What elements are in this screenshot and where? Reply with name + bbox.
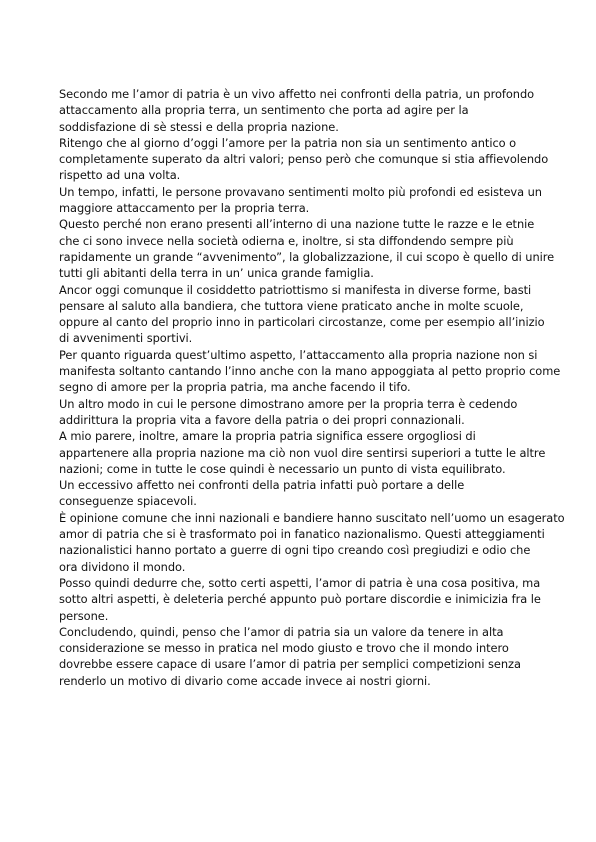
text-line: Ritengo che al giorno d’oggi l’amore per la patria non sia un sentimento antico o	[59, 135, 517, 150]
text-line: ora dividono il mondo.	[59, 559, 186, 574]
text-line: segno di amore per la propria patria, ma anche facendo il tifo.	[59, 380, 411, 395]
paragraph	[59, 575, 539, 624]
text-line: maggiore attaccamento per la propria terra.	[59, 201, 310, 216]
text-line: oppure al canto del proprio inno in particolari circostanze, come per esempio all’inizio	[59, 315, 545, 330]
paragraph	[59, 396, 539, 429]
text-line: Secondo me l’amor di patria è un vivo affetto nei confronti della patria, un profondo	[59, 87, 535, 101]
essay-body	[59, 86, 565, 689]
text-line: persone.	[59, 608, 109, 623]
text-line: A mio parere, inoltre, amare la propria patria significa essere orgogliosi di	[59, 429, 476, 444]
text-line: di avvenimenti sportivi.	[59, 331, 193, 346]
paragraph	[59, 216, 555, 281]
text-line: manifesta soltanto cantando l’inno anche con la mano appoggiata al petto proprio come	[59, 364, 561, 379]
text-line: nazioni; come in tutte le cose quindi è necessario un punto di vista equilibrato.	[59, 461, 506, 476]
text-line: soddisfazione di sè stessi e della propria nazione.	[59, 119, 339, 134]
text-line: Un tempo, infatti, le persone provavano sentimenti molto più profondi ed esisteva un	[59, 184, 542, 199]
paragraph	[59, 184, 542, 217]
text-line: È opinione comune che inni nazionali e bandiere hanno suscitato nell’uomo un esagerato	[59, 510, 565, 525]
paragraph	[59, 624, 539, 689]
text-line: rapidamente un grande “avvenimento”, la globalizzazione, il cui scopo è quello di unire	[59, 249, 555, 264]
text-line: che ci sono invece nella società odierna e, inoltre, si sta diffondendo sempre più	[59, 233, 514, 248]
text-line: Posso quindi dedurre che, sotto certi aspetti, l’amor di patria è una cosa positiva, ma	[59, 575, 541, 590]
text-line: Questo perché non erano presenti all’interno di una nazione tutte le razze e le etnie	[59, 217, 535, 232]
paragraph	[59, 428, 546, 477]
text-line: Per quanto riguarda quest’ultimo aspetto, l’attaccamento alla propria nazione non si	[59, 347, 538, 362]
paragraph	[59, 135, 549, 184]
text-line: dovrebbe essere capace di usare l’amor di patria per semplici competizioni senza	[59, 657, 521, 672]
text-line: appartenere alla propria nazione ma ciò non vuol dire sentirsi superiori a tutte le altre	[59, 445, 546, 460]
text-line: nazionalistici hanno portato a guerre di ogni tipo creando così pregiudizi e odio che	[59, 543, 531, 558]
text-line: attaccamento alla propria terra, un sentimento che porta ad agire per la	[59, 103, 469, 118]
paragraph	[59, 347, 561, 396]
text-line: renderlo un motivo di divario come accade invece ai nostri giorni.	[59, 673, 431, 688]
text-line: Ancor oggi comunque il cosiddetto patriottismo si manifesta in diverse forme, basti	[59, 282, 532, 297]
text-line: completamente superato da altri valori; penso però che comunque si stia affievolendo	[59, 152, 549, 167]
paragraph	[59, 282, 545, 347]
text-line: Concludendo, quindi, penso che l’amor di patria sia un valore da tenere in alta	[59, 624, 504, 639]
text-line: addirittura la propria vita a favore della patria o dei propri connazionali.	[59, 412, 465, 427]
text-line: rispetto ad una volta.	[59, 168, 181, 183]
paragraph	[59, 86, 539, 135]
text-line: sotto altri aspetti, è deleteria perché appunto può portare discordie e inimicizia fra le	[59, 592, 541, 607]
text-line: Un altro modo in cui le persone dimostrano amore per la propria terra è cedendo	[59, 396, 518, 411]
text-line: amor di patria che si è trasformato poi in fanatico nazionalismo. Questi atteggiamenti	[59, 527, 545, 542]
text-line: tutti gli abitanti della terra in un’ unica grande famiglia.	[59, 266, 374, 281]
text-line: conseguenze spiacevoli.	[59, 494, 197, 509]
text-line: considerazione se messo in pratica nel modo giusto e trovo che il mondo intero	[59, 641, 509, 656]
text-line: Un eccessivo affetto nei confronti della patria infatti può portare a delle	[59, 478, 465, 493]
paragraph	[59, 510, 565, 575]
paragraph	[59, 477, 539, 510]
text-line: pensare al saluto alla bandiera, che tuttora viene praticato anche in molte scuole,	[59, 298, 524, 313]
